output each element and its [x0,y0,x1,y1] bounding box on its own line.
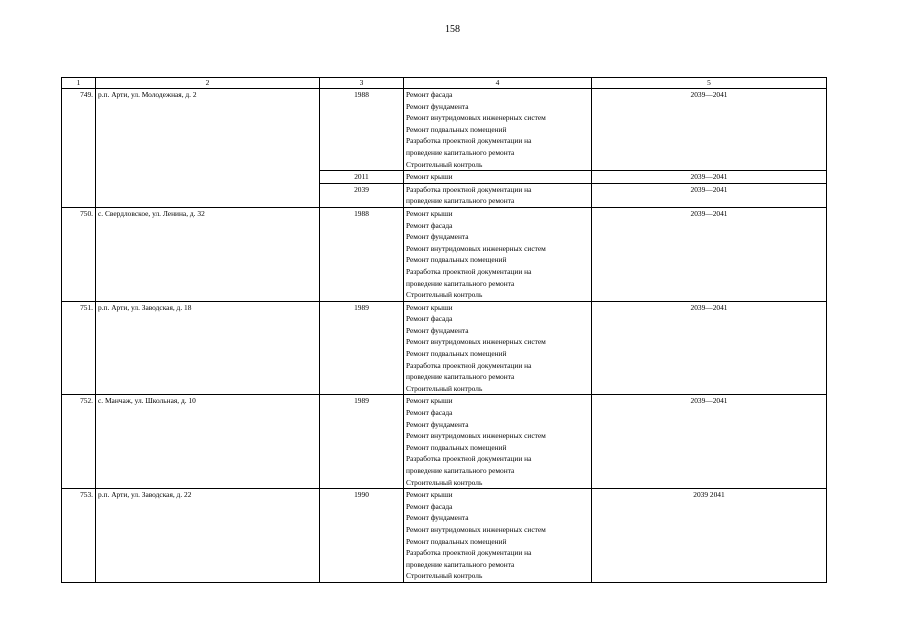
building-address: с. Свердловское, ул. Ленина, д. 32 [96,207,320,301]
work-item: Ремонт фасада [406,314,453,324]
work-item: Ремонт крыши [406,302,453,312]
page-number: 158 [445,24,460,35]
table-row [62,89,827,171]
column-header: 1 [62,78,96,89]
work-item: проведение капитального ремонта [406,196,515,206]
work-item: проведение капитального ремонта [406,278,515,288]
year-cell: 1989 [320,301,404,395]
work-item: проведение капитального ремонта [406,559,515,569]
work-item: Ремонт фундамента [406,325,469,335]
works-cell [404,89,592,171]
work-item: Ремонт подвальных помещений [406,124,507,134]
work-item: проведение капитального ремонта [406,147,515,157]
work-item: Строительный контроль [406,477,483,487]
works-cell [404,171,592,184]
work-item: Ремонт фасада [406,90,453,99]
table-header-row [62,78,827,89]
work-item: Ремонт подвальных помещений [406,536,507,546]
work-item: Ремонт внутридомовых инженерных систем [406,243,546,253]
record-number: 752. [62,395,96,489]
work-item: Ремонт фасада [406,501,453,511]
planned-period: 2039—2041 [592,207,827,301]
planned-period: 2039—2041 [592,395,827,489]
work-item: Ремонт внутридомовых инженерных систем [406,524,546,534]
work-item: Ремонт подвальных помещений [406,442,507,452]
work-item: Ремонт внутридомовых инженерных систем [406,113,546,123]
work-item: Строительный контроль [406,571,483,581]
year-cell: 1990 [320,489,404,583]
works-cell [404,395,592,489]
table-row [62,207,827,301]
planned-period: 2039—2041 [592,183,827,207]
work-item: Строительный контроль [406,383,483,393]
works-cell [404,489,592,583]
work-item: Строительный контроль [406,159,483,169]
year-cell: 2039 [320,183,404,207]
year-cell: 1988 [320,89,404,171]
record-number: 750. [62,207,96,301]
work-item: Ремонт фасада [406,220,453,230]
work-item: Ремонт крыши [406,396,453,406]
planned-period: 2039 2041 [592,489,827,583]
building-address: р.п. Арти, ул. Заводская, д. 22 [96,489,320,583]
works-cell [404,301,592,395]
work-item: Ремонт подвальных помещений [406,349,507,359]
work-item: Ремонт фасада [406,408,453,418]
work-item: Ремонт внутридомовых инженерных систем [406,431,546,441]
work-item: Ремонт крыши [406,490,453,500]
works-cell [404,183,592,207]
year-cell: 1988 [320,207,404,301]
record-number: 753. [62,489,96,583]
work-item: Разработка проектной документации на [406,136,532,146]
work-item: Ремонт крыши [406,172,453,182]
work-item: Ремонт фундамента [406,101,469,111]
work-item: Разработка проектной документации на [406,360,532,370]
building-address: р.п. Арти, ул. Молодежная, д. 2 [96,89,320,208]
works-cell [404,207,592,301]
table-body [62,89,827,583]
year-cell: 1989 [320,395,404,489]
work-item: Ремонт фундамента [406,419,469,429]
record-number: 751. [62,301,96,395]
work-item: Разработка проектной документации на [406,266,532,276]
column-header: 5 [592,78,827,89]
work-item: Разработка проектной документации на [406,184,532,194]
table-row [62,489,827,583]
planned-period: 2039—2041 [592,301,827,395]
table-row [62,301,827,395]
column-header: 2 [96,78,320,89]
work-item: Ремонт фундамента [406,232,469,242]
work-item: Ремонт крыши [406,208,453,218]
record-number: 749. [62,89,96,208]
work-item: Строительный контроль [406,290,483,300]
year-cell: 2011 [320,171,404,184]
planned-period: 2039—2041 [592,89,827,171]
work-item: проведение капитального ремонта [406,466,515,475]
repair-schedule-table [61,77,827,583]
work-item: Ремонт фундамента [406,513,469,523]
building-address: с. Манчаж, ул. Школьная, д. 10 [96,395,320,489]
planned-period: 2039—2041 [592,171,827,184]
work-item: проведение капитального ремонта [406,372,515,382]
column-header: 4 [404,78,592,89]
building-address: р.п. Арти, ул. Заводская, д. 18 [96,301,320,395]
work-item: Разработка проектной документации на [406,454,532,464]
work-item: Ремонт внутридомовых инженерных систем [406,337,546,347]
table-row [62,395,827,489]
column-header: 3 [320,78,404,89]
work-item: Ремонт подвальных помещений [406,255,507,265]
work-item: Разработка проектной документации на [406,548,532,558]
